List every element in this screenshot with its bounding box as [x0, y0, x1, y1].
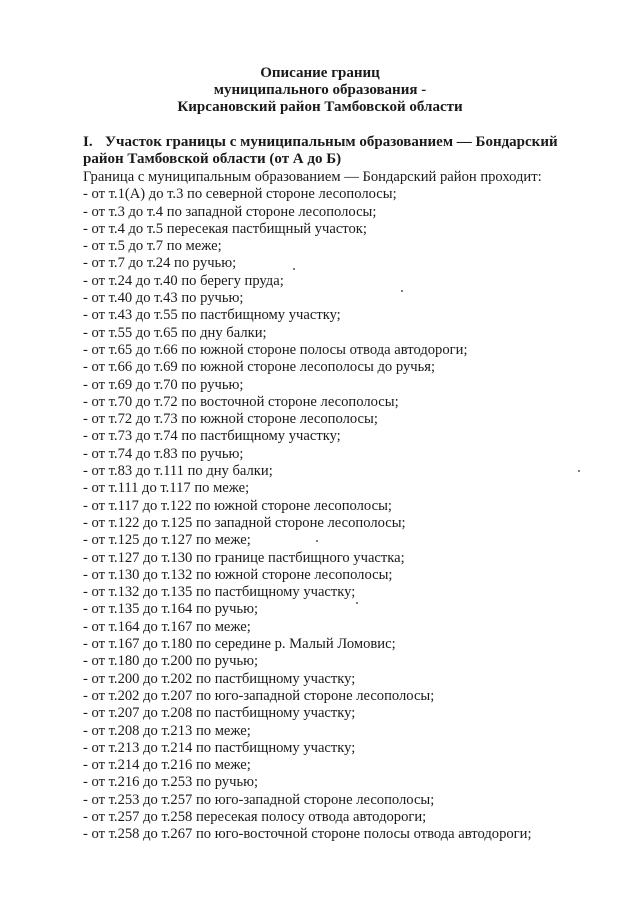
- section-heading: [83, 134, 563, 168]
- boundary-segment-item: - от т.66 до т.69 по южной стороне лесополосы до ручья;: [83, 359, 436, 376]
- scan-speck: [293, 268, 295, 270]
- boundary-segment-item: - от т.43 до т.55 по пастбищному участку;: [83, 307, 341, 324]
- boundary-segment-item: - от т.125 до т.127 по меже;: [83, 532, 251, 549]
- boundary-segment-item: - от т.1(А) до т.3 по северной стороне лесополосы;: [83, 186, 397, 203]
- boundary-segment-item: - от т.253 до т.257 по юго-западной стороне лесополосы;: [83, 791, 435, 808]
- boundary-segment-item: - от т.214 до т.216 по меже;: [83, 757, 251, 774]
- boundary-segment-item: - от т.73 до т.74 по пастбищному участку;: [83, 428, 341, 445]
- boundary-segment-item: - от т.164 до т.167 по меже;: [83, 618, 251, 635]
- section-heading-line-1: [83, 134, 563, 151]
- boundary-segment-item: - от т.207 до т.208 по пастбищному участку;: [83, 705, 356, 722]
- boundary-segment-item: - от т.258 до т.267 по юго-восточной стороне полосы отвода автодороги;: [83, 826, 532, 843]
- boundary-segment-item: - от т.72 до т.73 по южной стороне лесополосы;: [83, 411, 378, 428]
- intro-text: Граница с муниципальным образованием — Бондарский район проходит:: [83, 169, 542, 185]
- boundary-segment-item: - от т.117 до т.122 по южной стороне лесополосы;: [83, 497, 392, 514]
- boundary-segment-item: - от т.180 до т.200 по ручью;: [83, 653, 259, 670]
- boundary-segment-item: - от т.24 до т.40 по берегу пруда;: [83, 272, 284, 289]
- boundary-segment-item: - от т.167 до т.180 по середине р. Малый Ломовис;: [83, 636, 396, 653]
- boundary-segment-item: - от т.135 до т.164 по ручью;: [83, 601, 259, 618]
- scan-speck: [401, 290, 403, 292]
- title-line-2: муниципального образования -: [213, 82, 427, 98]
- title-line-1: Описание границ: [260, 65, 380, 81]
- boundary-segment-item: - от т.111 до т.117 по меже;: [83, 480, 250, 497]
- scan-speck: [316, 540, 318, 542]
- boundary-segment-item: - от т.122 до т.125 по западной стороне лесополосы;: [83, 514, 406, 531]
- boundary-segment-item: - от т.55 до т.65 по дну балки;: [83, 324, 267, 341]
- boundary-segment-item: - от т.257 до т.258 пересекая полосу отвода автодороги;: [83, 808, 427, 825]
- boundary-segment-item: - от т.74 до т.83 по ручью;: [83, 445, 244, 462]
- boundary-segment-item: - от т.3 до т.4 по западной стороне лесополосы;: [83, 203, 377, 220]
- boundary-segment-item: - от т.4 до т.5 пересекая пастбищный участок;: [83, 220, 367, 237]
- boundary-segment-item: - от т.202 до т.207 по юго-западной стороне лесополосы;: [83, 687, 435, 704]
- title-line-3: Кирсановский район Тамбовской области: [177, 99, 463, 115]
- section-body: [83, 169, 583, 844]
- boundary-segment-item: - от т.40 до т.43 по ручью;: [83, 290, 244, 307]
- boundary-segment-item: - от т.69 до т.70 по ручью;: [83, 376, 244, 393]
- document-title: [0, 65, 640, 116]
- scan-speck: [356, 602, 358, 604]
- scan-speck: [578, 470, 580, 472]
- boundary-segment-item: - от т.200 до т.202 по пастбищному участку;: [83, 670, 356, 687]
- section-heading-text-1: Участок границы с муниципальным образованием — Бондарский: [105, 134, 558, 150]
- boundary-segment-item: - от т.127 до т.130 по границе пастбищного участка;: [83, 549, 405, 566]
- boundary-segment-item: - от т.216 до т.253 по ручью;: [83, 774, 259, 791]
- boundary-segment-item: - от т.83 до т.111 по дну балки;: [83, 463, 273, 480]
- boundary-segment-item: - от т.7 до т.24 по ручью;: [83, 255, 237, 272]
- boundary-segment-item: - от т.5 до т.7 по меже;: [83, 238, 222, 255]
- boundary-segment-item: - от т.213 до т.214 по пастбищному участку;: [83, 739, 356, 756]
- boundary-segment-item: - от т.208 до т.213 по меже;: [83, 722, 251, 739]
- boundary-segment-item: - от т.65 до т.66 по южной стороне полосы отвода автодороги;: [83, 341, 468, 358]
- section-heading-line-2: район Тамбовской области (от А до Б): [83, 151, 342, 167]
- section-number: I.: [83, 134, 93, 150]
- boundary-segment-item: - от т.70 до т.72 по восточной стороне лесополосы;: [83, 393, 399, 410]
- boundary-segment-item: - от т.132 до т.135 по пастбищному участку;: [83, 584, 356, 601]
- boundary-segment-item: - от т.130 до т.132 по южной стороне лесополосы;: [83, 566, 393, 583]
